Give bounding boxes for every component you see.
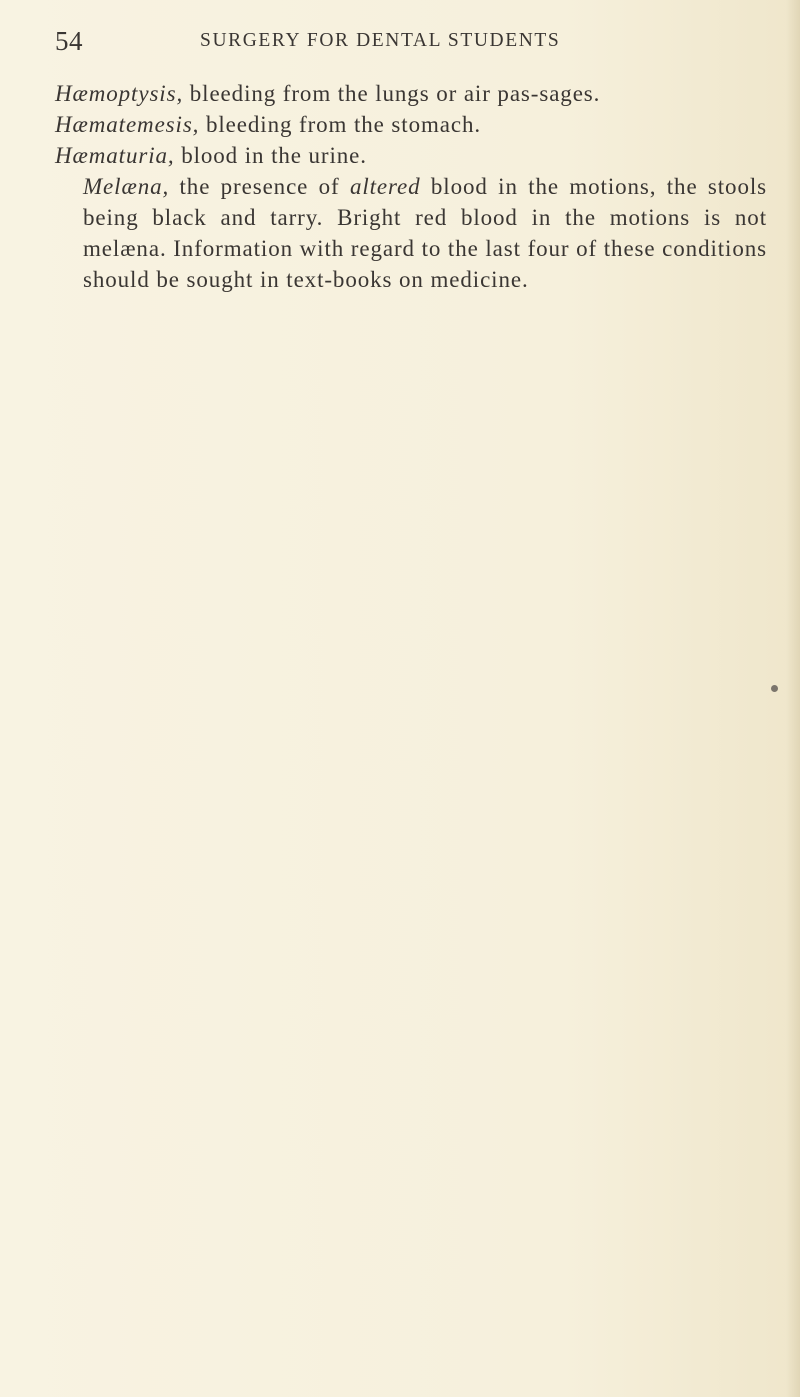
- ink-speck: [771, 685, 778, 692]
- melaena-text-after: blood in the motions, the stools being black and tarry. Bright red blood in the motions is not melæna. Information with regard to the last four of these conditions should be sought in text-books on medicine.: [83, 174, 767, 292]
- term-haematuria: Hæmaturia,: [55, 143, 175, 168]
- entry-haematuria: [55, 140, 767, 171]
- page-header: [55, 26, 760, 58]
- definition-haematemesis: bleeding from the stomach.: [199, 112, 482, 137]
- body-text: [55, 78, 767, 295]
- page-number: 54: [55, 26, 83, 56]
- definition-haematuria: blood in the urine.: [174, 143, 367, 168]
- entry-haemoptysis: [55, 78, 767, 109]
- entry-haematemesis: [55, 109, 767, 140]
- emphasis-altered: altered: [349, 174, 421, 199]
- running-head: SURGERY FOR DENTAL STUDENTS: [200, 30, 561, 51]
- melaena-text-before: the presence of: [169, 174, 350, 199]
- page-edge-shadow: [786, 0, 800, 1397]
- term-haemoptysis: Hæmoptysis,: [55, 81, 184, 106]
- term-melaena: Melæna,: [83, 174, 170, 199]
- term-haematemesis: Hæmatemesis,: [55, 112, 200, 137]
- entry-melaena: [55, 171, 767, 295]
- definition-haemoptysis: bleeding from the lungs or air pas-sages.: [183, 81, 601, 106]
